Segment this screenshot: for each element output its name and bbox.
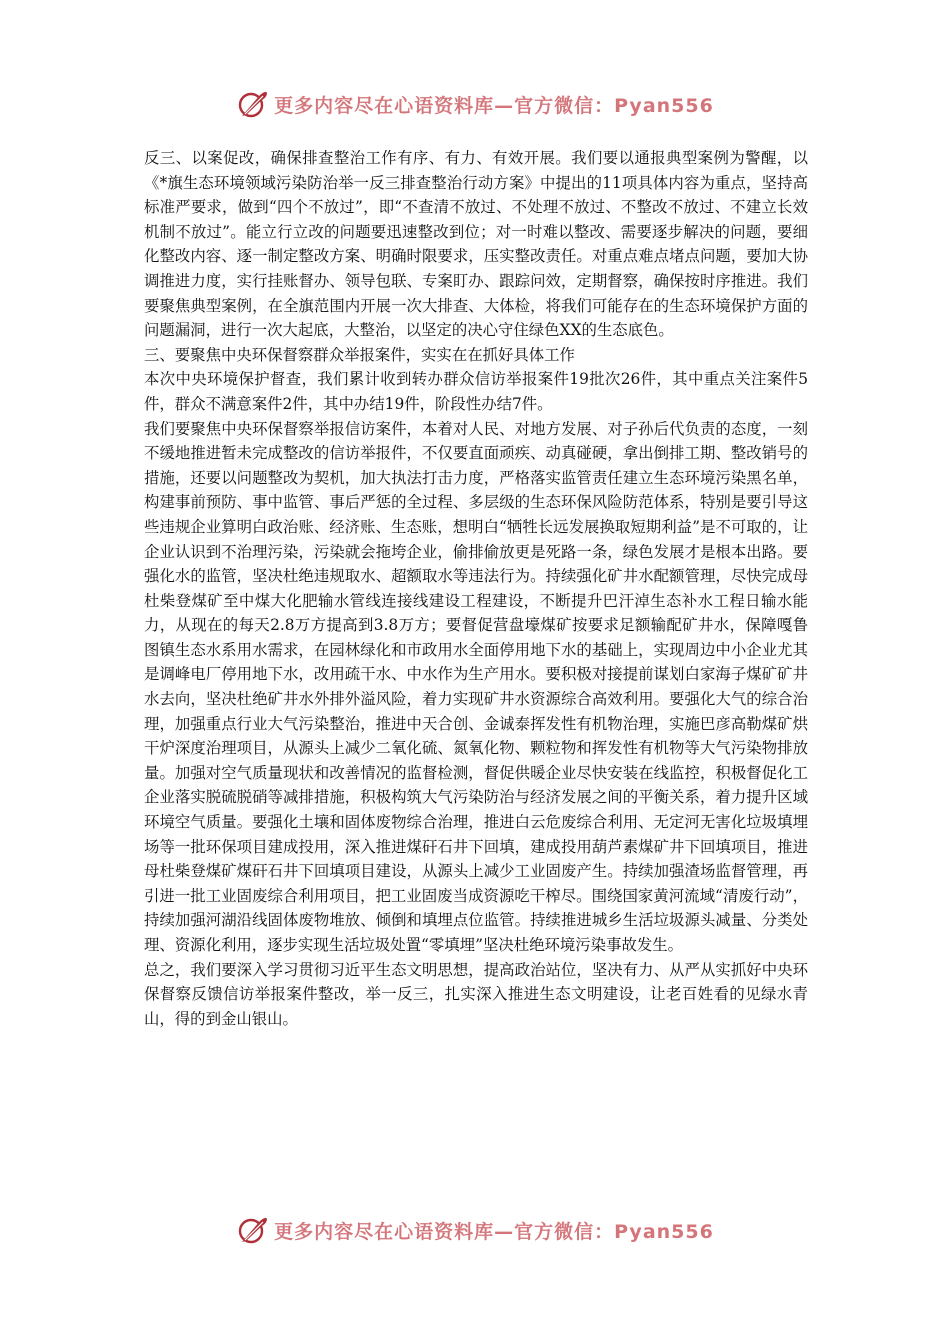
footer-banner (0, 1210, 950, 1250)
document-body (144, 146, 808, 1031)
paragraph: 我们要聚焦中央环保督察举报信访案件，本着对人民、对地方发展、对子孙后代负责的态度，一刻不缓地推进暂未完成整改的信访举报件，不仅要直面顽疾、动真碰硬，拿出倒排工期、整改销号的措施，还要以问题整改为契机，加大执法打击力度，严格落实监管责任建立生态环境污染黑名单，构建事前预防、事中监管、事后严惩的全过程、多层级的生态环保风险防范体系，特别是要引导这些违规企业算明白政治账、经济账、生态账，想明白“牺牲长远发展换取短期利益”是不可取的，让企业认识到不治理污染，污染就会拖垮企业，偷排偷放更是死路一条，绿色发展才是根本出路。要强化水的监管，坚决杜绝违规取水、超额取水等违法行为。持续强化矿井水配额管理，尽快完成母杜柴登煤矿至中煤大化肥输水管线连接线建设工程建设，不断提升巴汗淖生态补水工程日输水能力，从现在的每天2.8万方提高到3.8万方；要督促营盘壕煤矿按要求足额输配矿井水，保障嘎鲁图镇生态水系用水需求，在园林绿化和市政用水全面停用地下水的基础上，实现周边中小企业尤其是调峰电厂停用地下水，改用疏干水、中水作为生产用水。要积极对接提前谋划白家海子煤矿矿井水去向，坚决杜绝矿井水外排外溢风险，着力实现矿井水资源综合高效利用。要强化大气的综合治理，加强重点行业大气污染整治，推进中天合创、金诚泰挥发性有机物治理，实施巴彦高勒煤矿烘干炉深度治理项目，从源头上减少二氧化硫、氮氧化物、颗粒物和挥发性有机物等大气污染物排放量。加强对空气质量现状和改善情况的监督检测，督促供暖企业尽快安装在线监控，积极督促化工企业落实脱硫脱硝等减排措施，积极构筑大气污染防治与经济发展之间的平衡关系，着力提升区域环境空气质量。要强化土壤和固体废物综合治理，推进白云危废综合利用、无定河无害化垃圾填埋场等一批环保项目建成投用，深入推进煤矸石井下回填，建成投用葫芦素煤矿井下回填项目，推进母杜柴登煤矿煤矸石井下回填项目建设，从源头上减少工业固废产生。持续加强渣场监督管理，再引进一批工业固废综合利用项目，把工业固废当成资源吃干榨尽。围绕国家黄河流域“清废行动”，持续加强河湖沿线固体废物堆放、倾倒和填埋点位监管。持续推进城乡生活垃圾源头减量、分类处理、资源化利用，逐步实现生活垃圾处置“零填埋”坚决杜绝环境污染事故发生。 (144, 419, 808, 954)
paragraph: 总之，我们要深入学习贯彻习近平生态文明思想，提高政治站位，坚决有力、从严从实抓好中央环保督察反馈信访举报案件整改，举一反三，扎实深入推进生态文明建设，让老百姓看的见绿水青山，得的到金山银山。 (144, 960, 808, 1028)
pen-feather-logo-icon (236, 87, 270, 121)
paragraph: 本次中央环境保护督查，我们累计收到转办群众信访举报案件19批次26件，其中重点关注案件5件，群众不满意案件2件，其中办结19件，阶段性办结7件。 (144, 370, 808, 413)
banner-text: 更多内容尽在心语资料库—官方微信：Pyan556 (274, 1220, 714, 1243)
paragraph: 反三、以案促改，确保排查整治工作有序、有力、有效开展。我们要以通报典型案例为警醒，以《*旗生态环境领域污染防治举一反三排查整治行动方案》中提出的11项具体内容为重点，坚持高标准严要求，做到“四个不放过”，即“不查清不放过、不处理不放过、不整改不放过、不建立长效机制不放过”。能立行立改的问题要迅速整改到位；对一时难以整改、需要逐步解决的问题，要细化整改内容、逐一制定整改方案、明确时限要求，压实整改责任。对重点难点堵点问题，要加大协调推进力度，实行挂账督办、领导包联、专案盯办、跟踪问效，定期督察，确保按时序推进。我们要聚焦典型案例，在全旗范围内开展一次大排查、大体检，将我们可能存在的生态环境保护方面的问题漏洞，进行一次大起底，大整治，以坚定的决心守住绿色XX的生态底色。 (144, 149, 808, 340)
pen-feather-logo-icon (236, 1213, 270, 1247)
section-heading: 三、要聚焦中央环保督察群众举报案件，实实在在抓好具体工作 (144, 345, 575, 364)
banner-text: 更多内容尽在心语资料库—官方微信：Pyan556 (274, 94, 714, 117)
header-banner (0, 84, 950, 124)
